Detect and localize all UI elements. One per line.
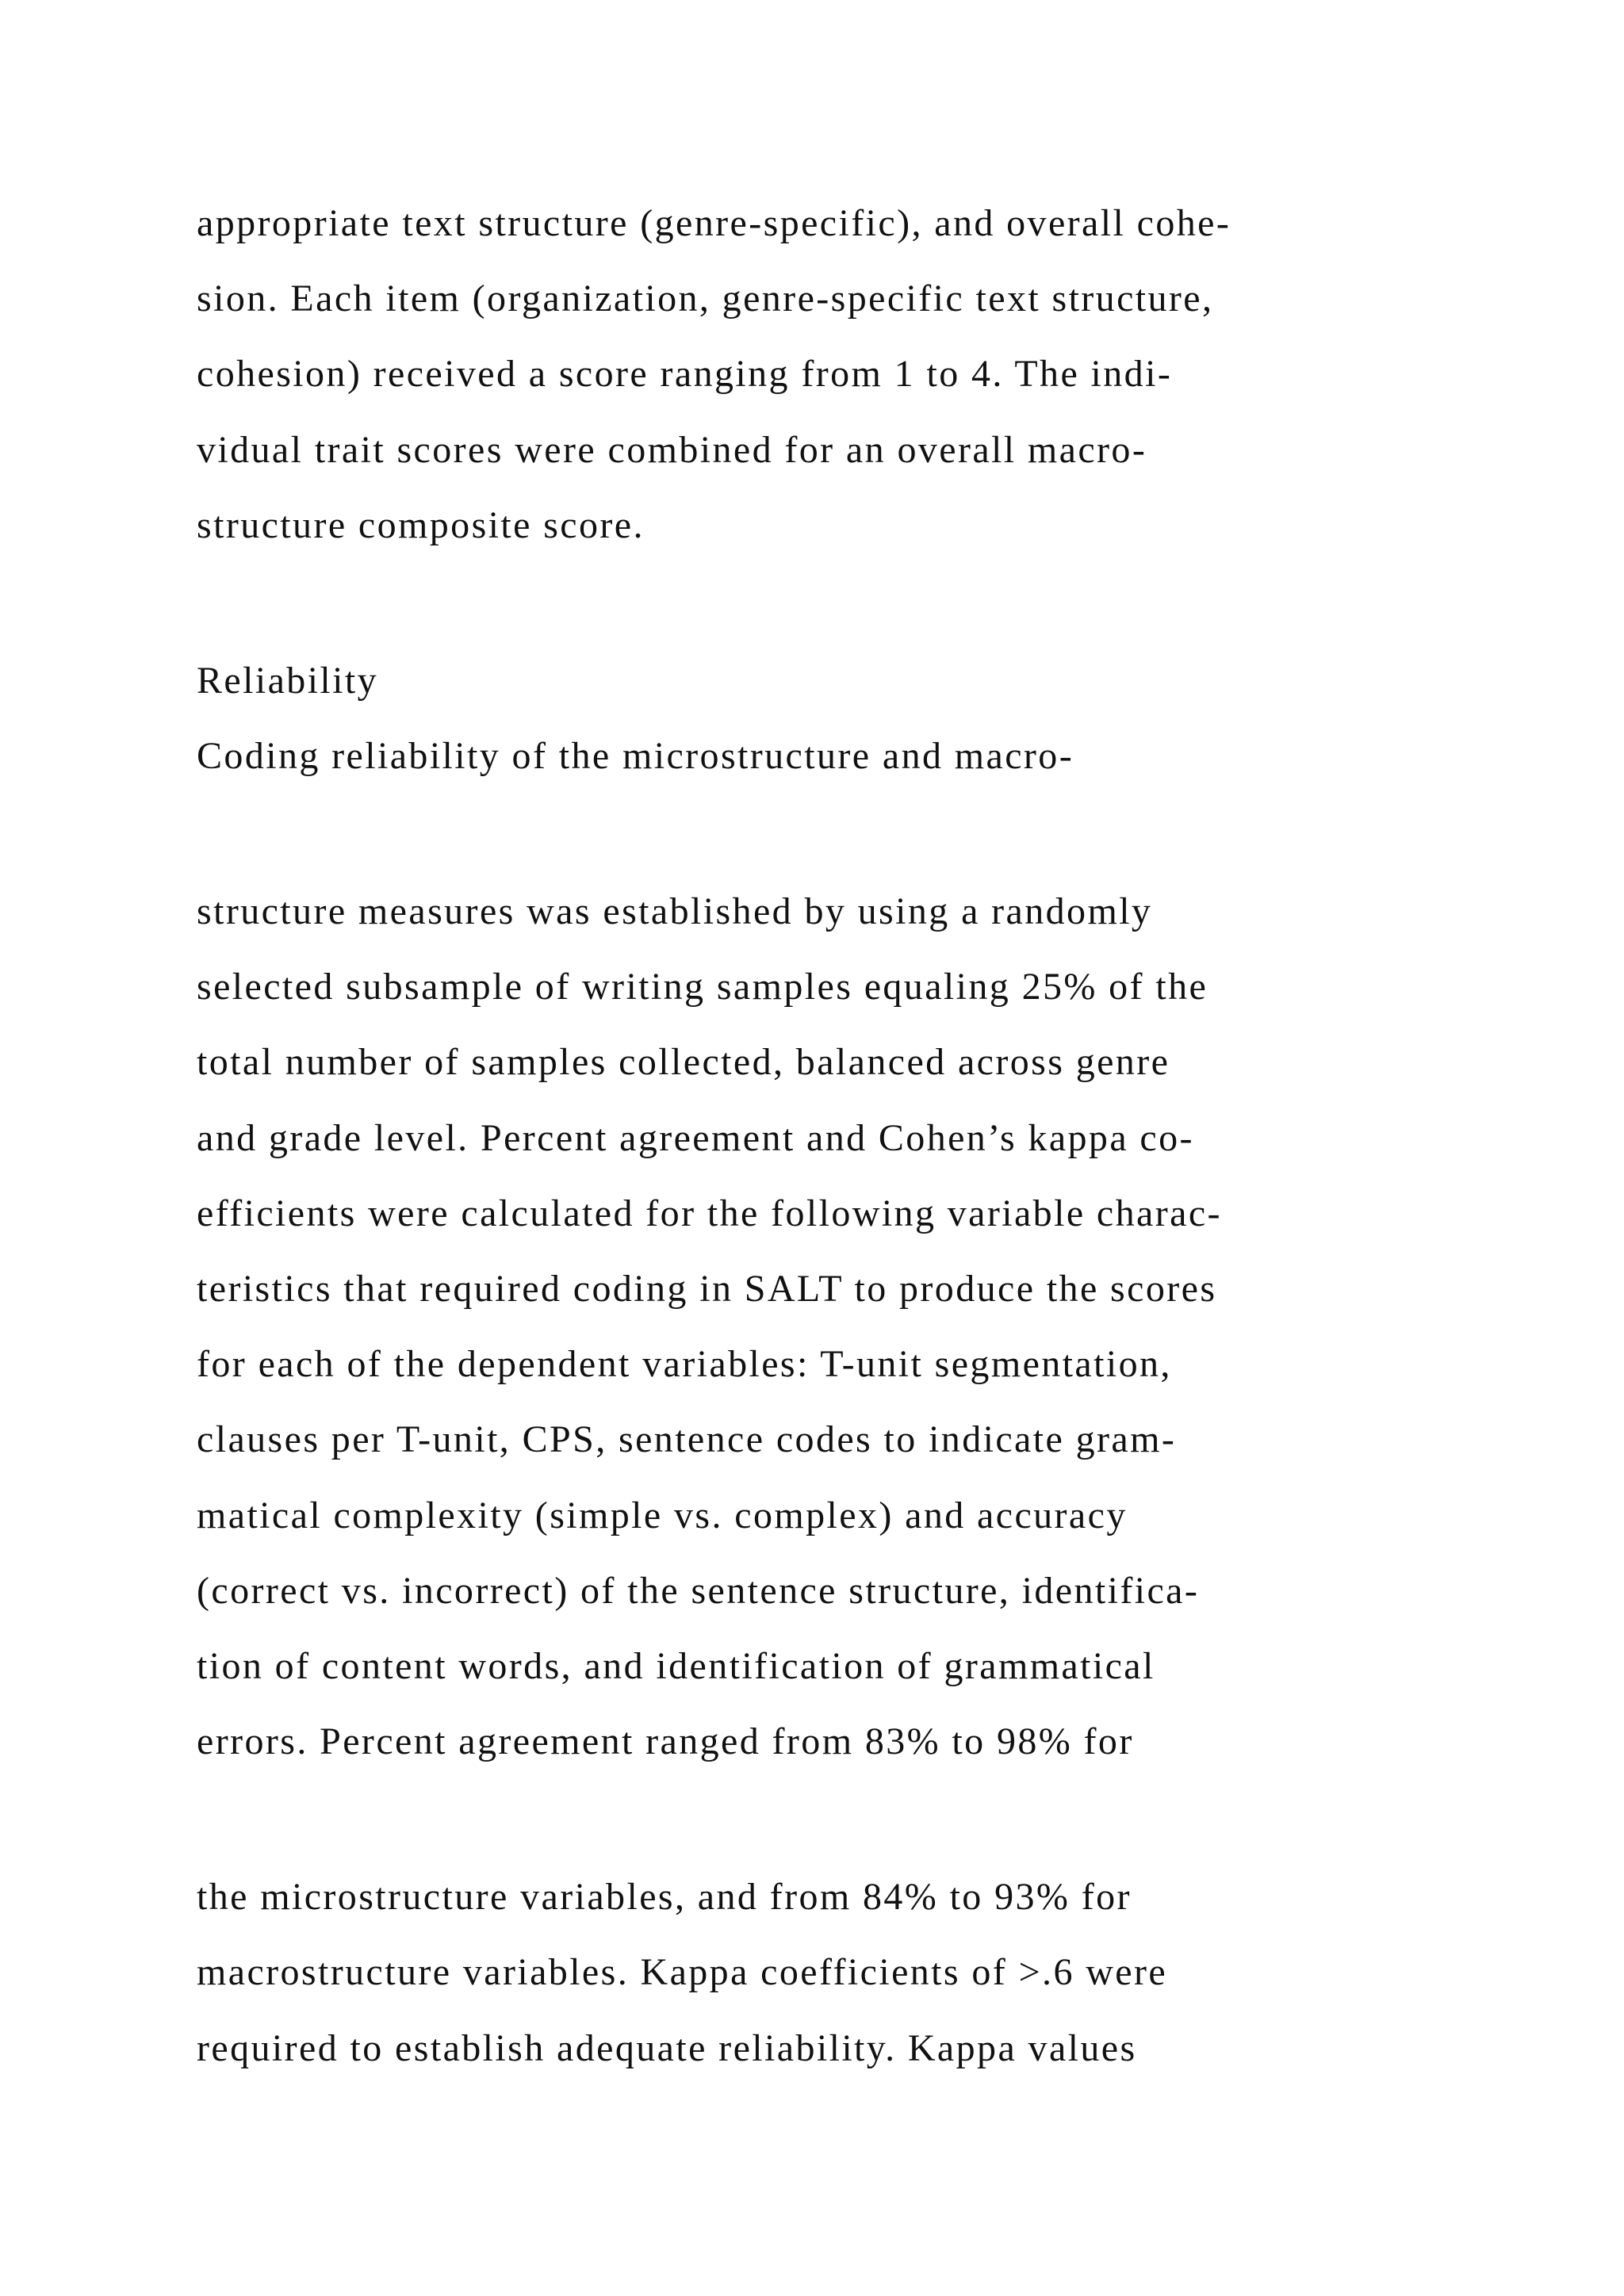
text-line: total number of samples collected, balanced across genre [197,1041,1170,1083]
text-line: required to establish adequate reliability. Kappa values [197,2027,1137,2069]
text-line: cohesion) received a score ranging from 1 to 4. The indi- [197,353,1173,395]
text-line: structure composite score. [197,504,645,546]
text-line: appropriate text structure (genre-specific), and overall cohe- [197,202,1231,244]
text-line: selected subsample of writing samples equaling 25% of the [197,966,1208,1008]
text-line: (correct vs. incorrect) of the sentence structure, identifica- [197,1570,1200,1612]
text-line: Coding reliability of the microstructure and macro- [197,735,1074,777]
text-line: vidual trait scores were combined for an overall macro- [197,429,1147,471]
text-line: for each of the dependent variables: T-unit segmentation, [197,1343,1172,1385]
text-line: sion. Each item (organization, genre-specific text structure, [197,277,1214,320]
text-line: matical complexity (simple vs. complex) and accuracy [197,1494,1128,1536]
text-line: clauses per T-unit, CPS, sentence codes to indicate gram- [197,1418,1177,1460]
text-line: macrostructure variables. Kappa coefficients of >.6 were [197,1951,1168,1993]
text-line: tion of content words, and identification of grammatical [197,1645,1155,1687]
text-line: structure measures was established by using a randomly [197,890,1153,932]
text-line: teristics that required coding in SALT to produce the scores [197,1268,1217,1310]
text-line: efficients were calculated for the following variable charac- [197,1192,1222,1234]
text-line: and grade level. Percent agreement and Cohen’s kappa co- [197,1117,1194,1159]
text-line: errors. Percent agreement ranged from 83% to 98% for [197,1720,1134,1762]
text-line: the microstructure variables, and from 84% to 93% for [197,1876,1132,1918]
section-heading: Reliability [197,660,379,702]
